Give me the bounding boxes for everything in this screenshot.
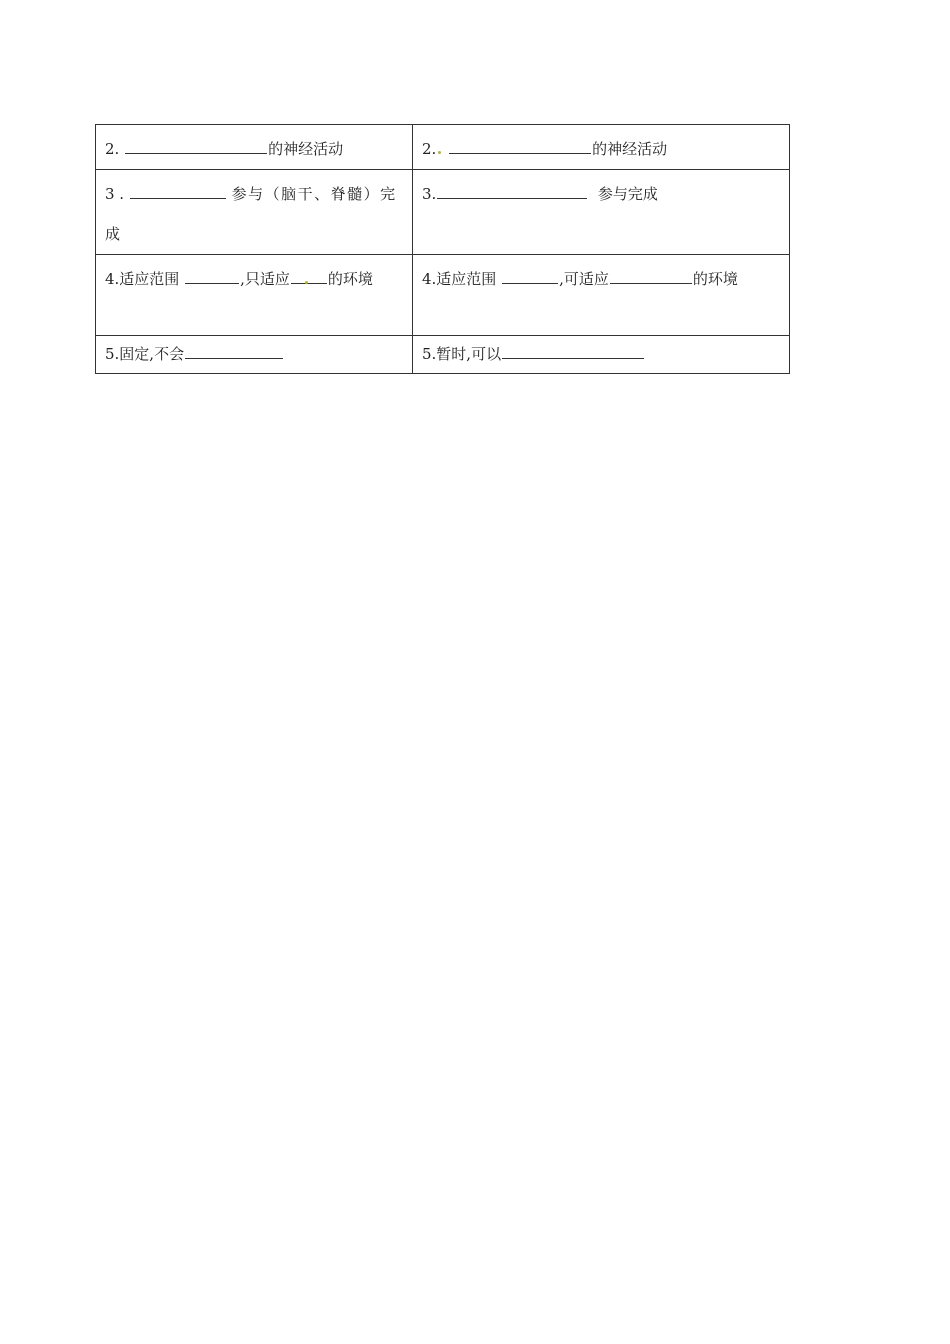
table-row	[96, 125, 790, 170]
table-row	[96, 255, 790, 336]
fill-blank[interactable]	[185, 268, 239, 284]
dot-mark	[305, 281, 308, 284]
comparison-table	[95, 124, 790, 374]
fill-blank[interactable]	[502, 343, 644, 359]
item-text: 的环境	[327, 270, 373, 288]
table-cell-right	[413, 255, 790, 336]
item-number: 3.	[422, 185, 437, 203]
table-cell-right	[413, 336, 790, 374]
item-number: 2.	[422, 140, 437, 158]
item-text: 的环境	[692, 270, 738, 288]
table-cell-left	[96, 170, 413, 255]
fill-blank[interactable]	[502, 268, 558, 284]
item-text: 的神经活动	[268, 140, 344, 158]
item-text: ,只适应	[240, 270, 290, 288]
item-number: 5.暂时,可以	[422, 345, 502, 363]
item-number: 5.固定,不会	[105, 345, 185, 363]
fill-blank[interactable]	[185, 343, 283, 359]
table-cell-left	[96, 336, 413, 374]
table-cell-left	[96, 255, 413, 336]
item-number: 3 .	[105, 185, 125, 203]
dot-mark	[438, 151, 441, 154]
item-text: 参与（脑干、脊髓）完成	[105, 185, 397, 243]
table-cell-right	[413, 125, 790, 170]
item-number: 4.适应范围	[105, 270, 180, 288]
fill-blank[interactable]	[449, 138, 591, 154]
fill-blank[interactable]	[291, 268, 327, 284]
item-text: ,可适应	[559, 270, 609, 288]
fill-blank[interactable]	[437, 183, 587, 199]
item-text: 的神经活动	[592, 140, 668, 158]
item-text: 参与完成	[597, 185, 658, 203]
fill-blank[interactable]	[125, 138, 267, 154]
item-number: 4.适应范围	[422, 270, 497, 288]
item-number: 2.	[105, 140, 120, 158]
table-row	[96, 170, 790, 255]
fill-blank[interactable]	[130, 183, 226, 199]
table-row	[96, 336, 790, 374]
table-cell-right	[413, 170, 790, 255]
table-cell-left	[96, 125, 413, 170]
fill-blank[interactable]	[610, 268, 692, 284]
